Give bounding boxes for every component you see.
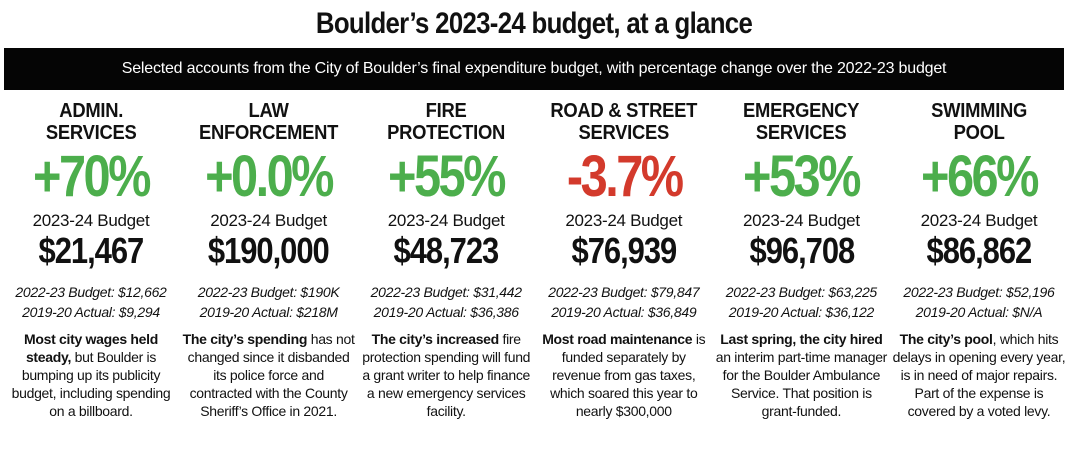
note-lead: Most road maintenance: [542, 331, 693, 347]
account-column-admin-services: [6, 90, 176, 420]
account-label-line2: SERVICES: [45, 122, 137, 144]
budget-caption: 2023-24 Budget: [742, 211, 860, 230]
account-label: [550, 100, 697, 148]
note-body: fire protection spending will fund a grant writer to help finance a new emergency services facility.: [362, 331, 531, 419]
account-label-line1: LAW: [248, 100, 289, 122]
prior-budget: 2022-23 Budget: $63,225: [725, 284, 877, 300]
account-label-line2: POOL: [953, 122, 1005, 144]
account-label: [46, 100, 137, 148]
subtitle-text: Selected accounts from the City of Boulder’s final expenditure budget, with percentage change over the 2022-23 budget: [121, 60, 947, 77]
account-column-law-enforcement: [184, 90, 354, 420]
account-column-road-street-services: [539, 90, 709, 420]
budget-history: [903, 282, 1054, 322]
note-lead: Last spring, the city hired: [720, 331, 883, 347]
account-note: [181, 330, 357, 420]
budget-history: [198, 282, 340, 322]
account-label: [387, 100, 505, 148]
budget-caption: 2023-24 Budget: [920, 211, 1038, 230]
budget-history: [15, 282, 166, 322]
account-label-line1: ROAD & STREET: [550, 100, 698, 122]
account-note: [3, 330, 179, 420]
prior-budget: 2022-23 Budget: $12,662: [15, 284, 167, 300]
account-column-fire-protection: [361, 90, 531, 420]
percent-change: +66%: [921, 144, 1037, 209]
budget-amount: $21,467: [38, 230, 144, 271]
note-lead: The city’s spending: [182, 331, 308, 347]
percent-change: +0.0%: [205, 144, 333, 209]
account-label-line2: PROTECTION: [387, 122, 506, 144]
budget-amount: $96,708: [749, 230, 854, 271]
prior-actual: 2019-20 Actual: $36,122: [728, 304, 874, 320]
account-label: [931, 100, 1027, 148]
account-label-line1: ADMIN.: [59, 100, 123, 122]
prior-budget: 2022-23 Budget: $31,442: [370, 284, 522, 300]
note-body: is funded separately by revenue from gas taxes, which soared this year to nearly $300,000: [550, 331, 706, 419]
prior-actual: 2019-20 Actual: $218M: [199, 304, 338, 320]
account-label-line1: SWIMMING: [930, 100, 1027, 122]
account-note: [891, 330, 1067, 420]
prior-budget: 2022-23 Budget: $52,196: [903, 284, 1055, 300]
budget-amount: $76,939: [571, 230, 677, 271]
account-column-swimming-pool: [894, 90, 1064, 420]
budget-history: [371, 282, 522, 322]
prior-actual: 2019-20 Actual: $36,849: [551, 304, 697, 320]
subtitle-banner: [4, 48, 1064, 90]
note-lead: The city’s increased: [371, 331, 499, 347]
percent-change: +70%: [33, 144, 149, 209]
note-body: , which hits delays in opening every year, is in need of major repairs. Part of the expense is covered by a voted levy.: [892, 331, 1066, 419]
note-lead: Most city wages held steady,: [23, 331, 159, 365]
prior-actual: 2019-20 Actual: $36,386: [373, 304, 519, 320]
account-label-line1: EMERGENCY: [743, 100, 860, 122]
note-body: has not changed since it disbanded its police force and contracted with the County Sheriff’s Office in 2021.: [187, 331, 355, 419]
prior-actual: 2019-20 Actual: $9,294: [22, 304, 160, 320]
note-body: an interim part-time manager for the Boulder Ambulance Service. That position is grant-funded.: [715, 349, 888, 419]
note-body: but Boulder is bumping up its publicity budget, including spending on a billboard.: [11, 349, 171, 419]
account-label: [199, 100, 338, 148]
account-columns: [0, 90, 1068, 420]
account-column-emergency-services: [716, 90, 886, 420]
percent-change: +55%: [388, 144, 505, 209]
percent-change: +53%: [743, 144, 860, 209]
note-lead: The city’s pool: [899, 331, 993, 347]
account-label: [743, 100, 859, 148]
budget-caption: 2023-24 Budget: [32, 211, 150, 230]
budget-amount: $86,862: [926, 230, 1032, 271]
budget-caption: 2023-24 Budget: [565, 211, 683, 230]
budget-amount: $190,000: [208, 230, 330, 271]
budget-caption: 2023-24 Budget: [387, 211, 505, 230]
page-title: Boulder’s 2023-24 budget, at a glance: [315, 7, 753, 40]
account-label-line2: SERVICES: [756, 122, 847, 144]
account-note: [358, 330, 534, 420]
account-note: [713, 330, 889, 420]
prior-budget: 2022-23 Budget: $190K: [197, 284, 340, 300]
prior-budget: 2022-23 Budget: $79,847: [548, 284, 700, 300]
budget-caption: 2023-24 Budget: [210, 211, 327, 230]
account-label-line2: ENFORCEMENT: [199, 122, 339, 144]
prior-actual: 2019-20 Actual: $N/A: [915, 304, 1043, 320]
account-note: [536, 330, 712, 420]
account-label-line2: SERVICES: [578, 122, 670, 144]
budget-amount: $48,723: [393, 230, 499, 271]
budget-history: [726, 282, 877, 322]
account-label-line1: FIRE: [425, 100, 467, 122]
budget-history: [548, 282, 699, 322]
percent-change: -3.7%: [566, 144, 682, 209]
